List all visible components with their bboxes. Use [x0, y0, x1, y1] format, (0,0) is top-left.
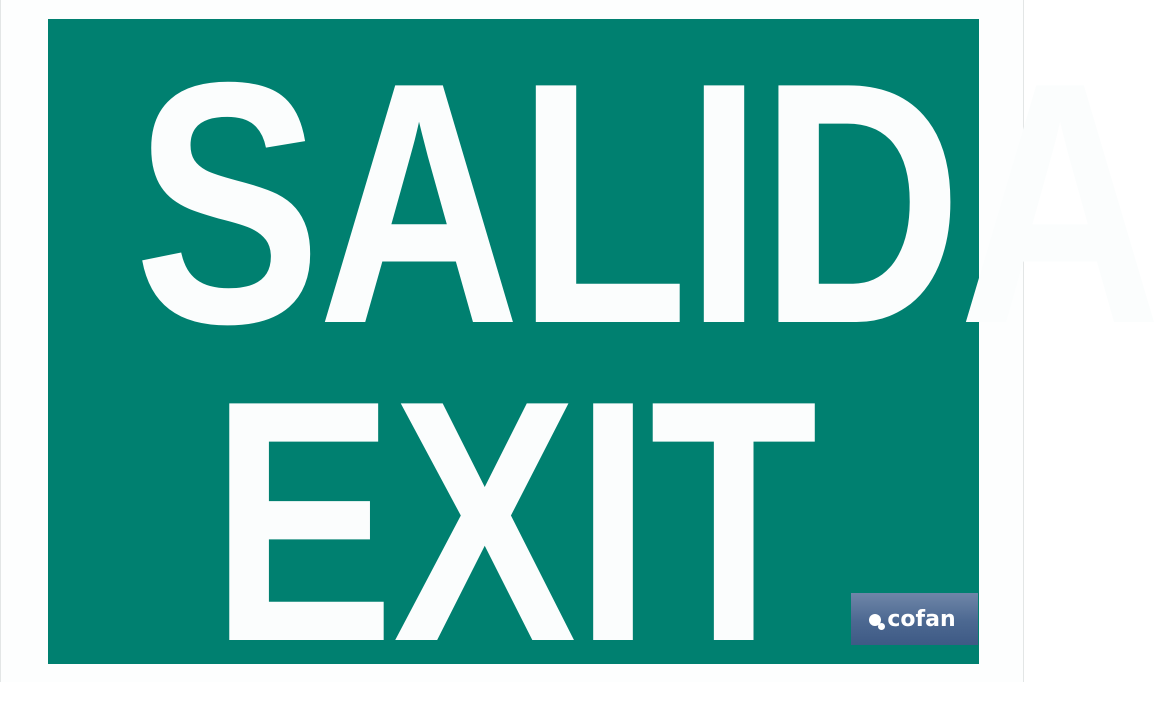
sign-text-exit: EXIT: [210, 329, 817, 713]
cofan-logo-dot-icon: [869, 614, 885, 630]
sign-panel: [48, 11, 1158, 713]
cofan-logo: [851, 593, 978, 645]
sign-text-salida: SALIDA: [134, 11, 1158, 395]
cofan-logo-text: cofan: [887, 606, 956, 632]
